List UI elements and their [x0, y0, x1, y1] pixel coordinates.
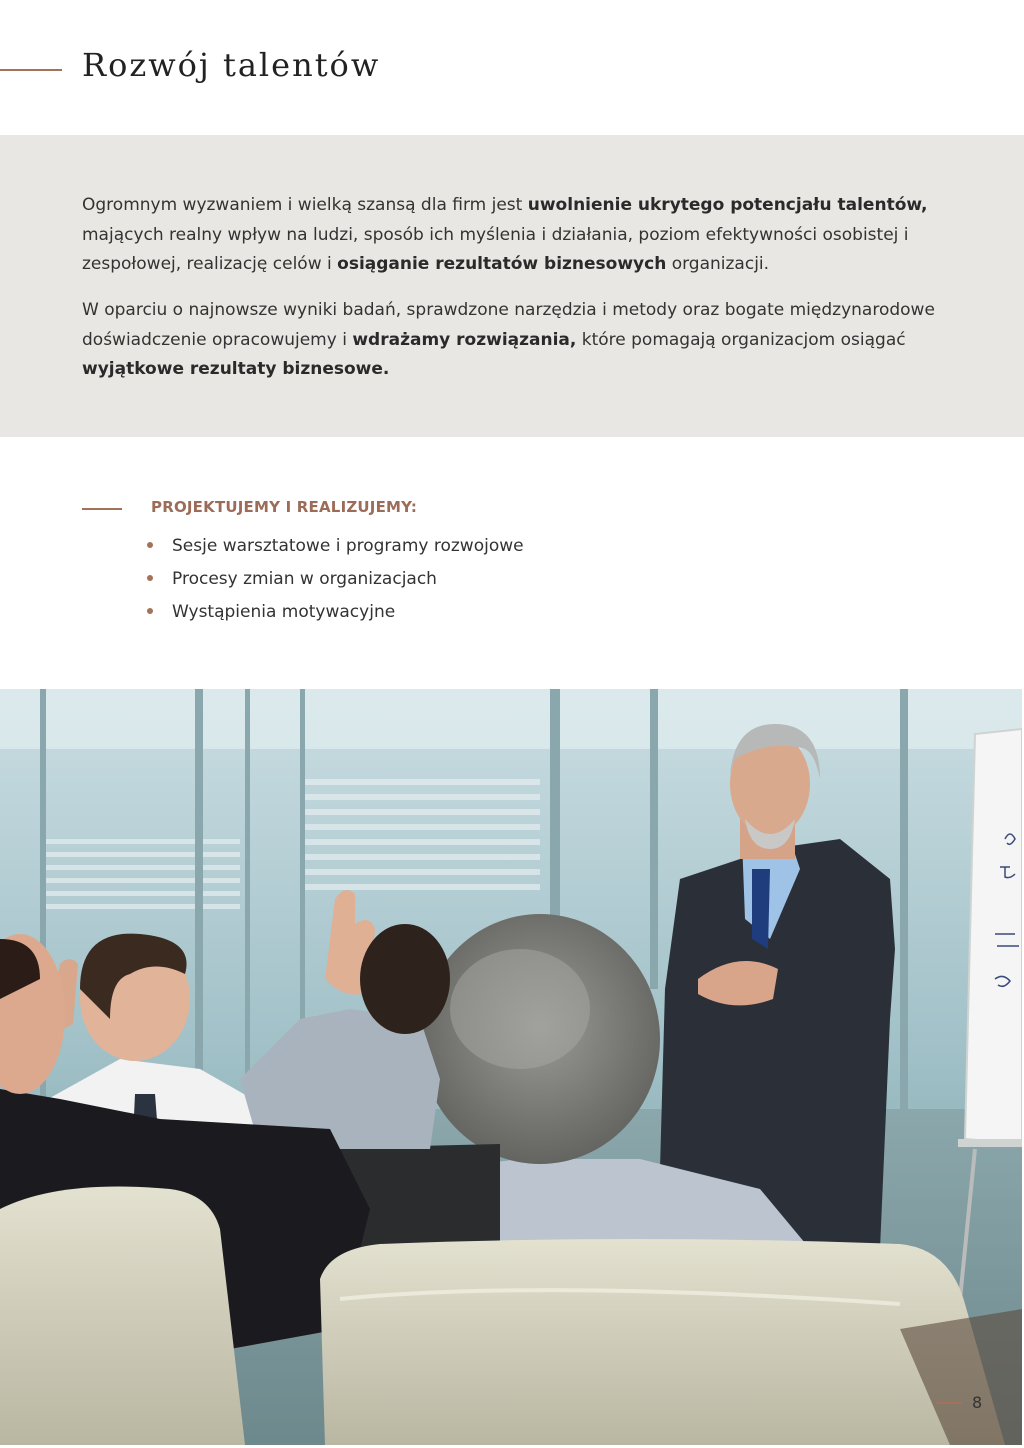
body-text: które pomagają organizacjom osiągać	[576, 329, 906, 350]
bullet-icon	[147, 542, 153, 548]
body-text: W oparciu o najnowsze wyniki badań, sprawdzone narzędzia i metody oraz bogate międzynarodowe doświadczenie opracowujemy i	[82, 300, 935, 350]
list-item-label: Sesje warsztatowe i programy rozwojowe	[172, 536, 524, 556]
emphasis-text: osiąganie rezultatów biznesowych	[337, 254, 667, 274]
emphasis-text: wdrażamy rozwiązania,	[352, 329, 577, 350]
section-accent-line	[82, 508, 122, 510]
page-number: 8	[972, 1393, 983, 1412]
title-accent-line	[0, 69, 62, 71]
bullet-icon	[147, 575, 153, 581]
page-number-accent-line	[936, 1402, 962, 1404]
emphasis-text: uwolnienie ukrytego potencjału talentów,	[527, 195, 928, 215]
meeting-photo	[0, 689, 1022, 1445]
list-item	[147, 598, 524, 631]
services-list	[147, 532, 524, 631]
list-item	[147, 565, 524, 598]
body-text: Ogromnym wyzwaniem i wielką szansą dla firm jest	[82, 195, 528, 215]
bullet-icon	[147, 608, 153, 614]
list-item-label: Wystąpienia motywacyjne	[172, 602, 396, 622]
list-item	[147, 532, 524, 565]
body-text: organizacji.	[666, 254, 770, 274]
intro-paragraph-2	[82, 296, 962, 385]
emphasis-text: wyjątkowe rezultaty biznesowe.	[82, 359, 390, 379]
section-heading: PROJEKTUJEMY I REALIZUJEMY:	[151, 498, 418, 516]
intro-box	[0, 135, 1024, 437]
list-item-label: Procesy zmian w organizacjach	[172, 569, 437, 589]
body-text: mających realny wpływ na ludzi, sposób ich myślenia i działania, poziom efektywności osobistej i zespołowej, realizację celów i	[82, 224, 909, 274]
page-title: Rozwój talentów	[82, 46, 381, 84]
intro-paragraph-1	[82, 191, 962, 280]
